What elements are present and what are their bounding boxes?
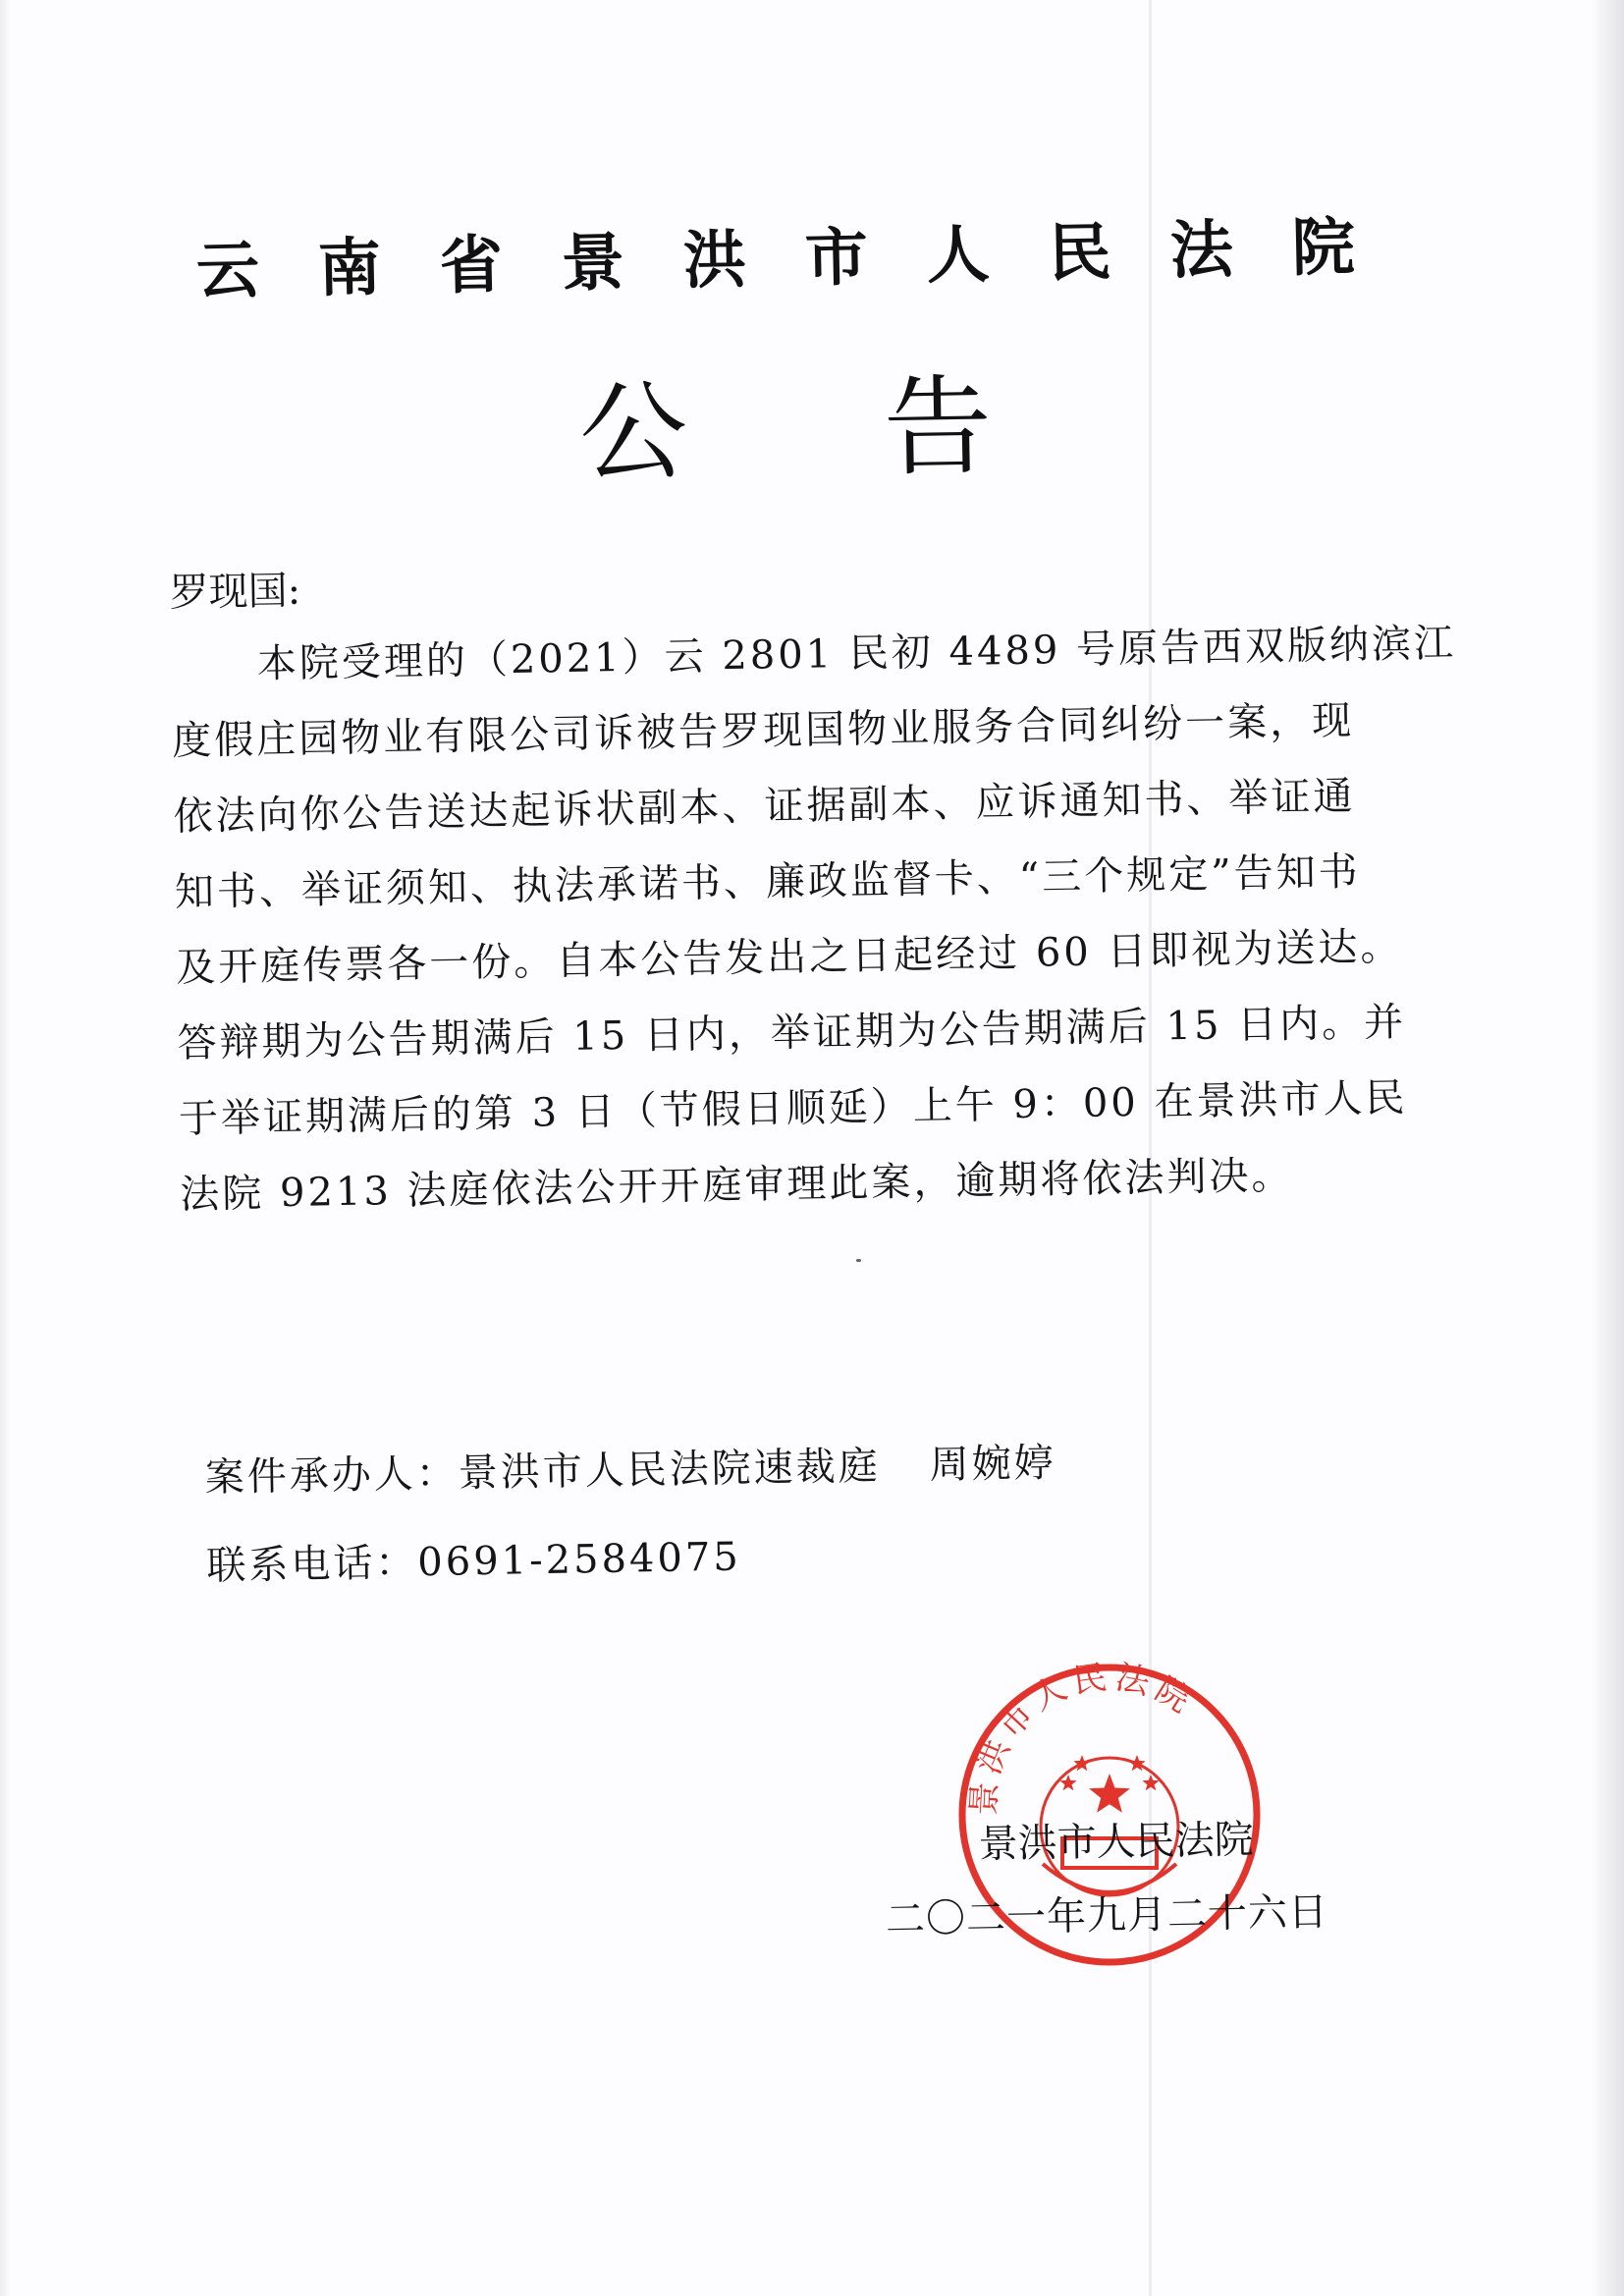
body-line: 度假庄园物业有限公司诉被告罗现国物业服务合同纠纷一案，现: [171, 697, 1355, 764]
scan-speck: [856, 1259, 861, 1262]
seal-arc-text: 景洪市人民法院: [964, 1658, 1203, 1817]
scan-edge-left: [0, 0, 10, 2296]
addressee: 罗现国:: [169, 568, 301, 616]
case-handler-label: 案件承办人：: [204, 1450, 460, 1501]
body-line: 答辩期为公告期满后 15 日内，举证期为公告期满后 15 日内。并: [177, 1000, 1407, 1066]
body-line: 知书、举证须知、执法承诺书、廉政监督卡、“三个规定”告知书: [174, 848, 1362, 915]
phone-label: 联系电话：: [205, 1540, 418, 1589]
case-handler-unit: 景洪市人民法院速裁庭: [458, 1443, 882, 1497]
scan-edge-right: [1591, 0, 1624, 2296]
doc-title: 公告: [577, 359, 1190, 497]
signature-block: [884, 1798, 1397, 1954]
svg-text:景洪市人民法院: [964, 1658, 1202, 1817]
body-line: 法院 9213 法庭依法公开开庭审理此案，逾期将依法判决。: [179, 1153, 1294, 1218]
body-line: 及开庭传票各一份。自本公告发出之日起经过 60 日即视为送达。: [175, 924, 1403, 991]
court-name-heading: 云南省景洪市人民法院: [195, 210, 1415, 308]
body-line: 本院受理的（2021）云 2801 民初 4489 号原告西双版纳滨江: [256, 621, 1457, 687]
seal-star-icon: [1073, 1755, 1090, 1771]
seal-star-icon: [1128, 1755, 1145, 1771]
body-line: 于举证期满后的第 3 日（节假日顺延）上午 9：00 在景洪市人民: [178, 1075, 1408, 1142]
notice-body: [169, 535, 1457, 1233]
case-handler-row: [204, 1417, 1187, 1522]
contact-info: [204, 1417, 1189, 1611]
body-line: 依法向你公告送达起诉状副本、证据副本、应诉通知书、举证通: [173, 773, 1356, 840]
phone-number: 0691-2584075: [416, 1534, 742, 1586]
signing-court: 景洪市人民法院: [978, 1817, 1255, 1868]
phone-row: [206, 1505, 1189, 1611]
signing-date: 二〇二一年九月二十六日: [885, 1889, 1329, 1942]
case-handler-name: 周婉婷: [929, 1440, 1057, 1489]
